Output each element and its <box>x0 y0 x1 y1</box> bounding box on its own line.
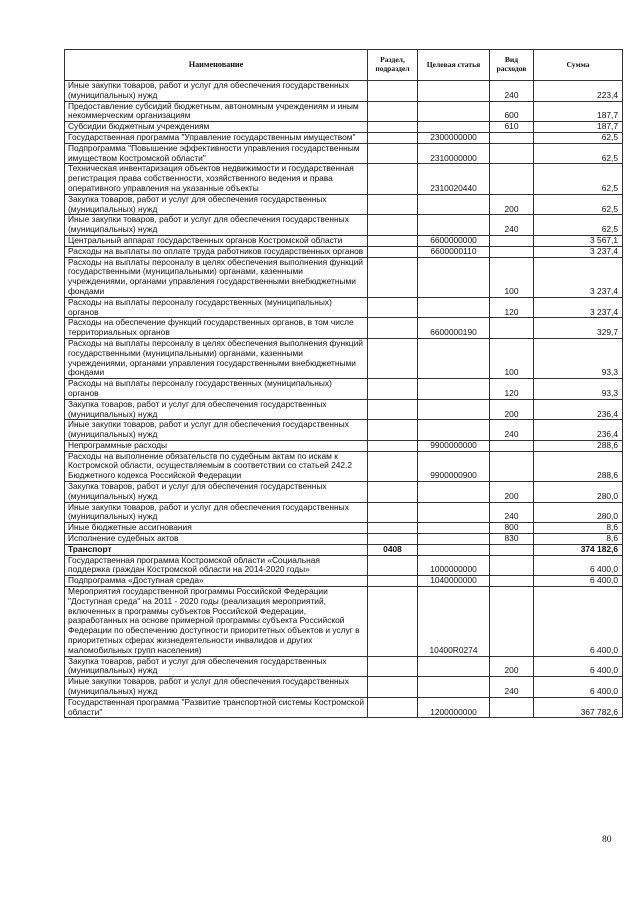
table-row <box>65 297 623 318</box>
table-row <box>65 399 623 420</box>
cell-sum: 187,7 <box>534 101 623 122</box>
table-row <box>65 656 623 677</box>
cell-sum: 6 400,0 <box>534 587 623 657</box>
cell-target <box>418 194 490 215</box>
cell-section <box>368 143 418 164</box>
cell-name: Расходы на выплаты персоналу в целях обеспечения выполнения функций государственными (муниципальными) органами, казенными учреждениями, органами управления государственными внебюджетными фондами <box>65 338 368 378</box>
table-row <box>65 502 623 523</box>
cell-vid <box>490 576 534 587</box>
cell-vid <box>490 697 534 718</box>
cell-section <box>368 451 418 481</box>
cell-sum: 288,6 <box>534 440 623 451</box>
cell-sum: 3 567,1 <box>534 235 623 246</box>
cell-sum: 236,4 <box>534 399 623 420</box>
cell-vid: 240 <box>490 81 534 102</box>
cell-name: Расходы на выплаты персоналу в целях обеспечения выполнения функций государственными (муниципальными) органами, казенными учреждениями, органами управления государственными внебюджетными фондами <box>65 257 368 297</box>
cell-vid <box>490 318 534 339</box>
cell-name: Транспорт <box>65 544 368 555</box>
table-row <box>65 122 623 133</box>
table-row <box>65 451 623 481</box>
cell-name: Техническая инвентаризация объектов недвижимости и государственная регистрация права собственности, хозяйственного ведения и права оперативного управления на указанные объекты <box>65 164 368 194</box>
cell-section <box>368 194 418 215</box>
cell-sum: 288,6 <box>534 451 623 481</box>
cell-sum: 8,6 <box>534 523 623 534</box>
cell-target <box>418 502 490 523</box>
cell-sum: 62,5 <box>534 164 623 194</box>
cell-target <box>418 257 490 297</box>
cell-name: Расходы на выплаты персоналу государственных (муниципальных) органов <box>65 379 368 400</box>
cell-section <box>368 297 418 318</box>
cell-section <box>368 132 418 143</box>
cell-name: Закупка товаров, работ и услуг для обеспечения государственных (муниципальных) нужд <box>65 656 368 677</box>
cell-sum: 367 782,6 <box>534 697 623 718</box>
table-row <box>65 101 623 122</box>
cell-vid: 240 <box>490 420 534 441</box>
cell-section <box>368 677 418 698</box>
cell-section <box>368 587 418 657</box>
cell-section <box>368 576 418 587</box>
cell-target: 6600000110 <box>418 246 490 257</box>
cell-vid: 200 <box>490 656 534 677</box>
cell-vid <box>490 132 534 143</box>
cell-target: 2310000000 <box>418 143 490 164</box>
cell-target <box>418 523 490 534</box>
cell-name: Расходы на обеспечение функций государственных органов, в том числе территориальных органов <box>65 318 368 339</box>
cell-sum: 280,0 <box>534 502 623 523</box>
cell-target: 6600000000 <box>418 235 490 246</box>
cell-sum: 6 400,0 <box>534 677 623 698</box>
cell-sum: 187,7 <box>534 122 623 133</box>
cell-vid <box>490 587 534 657</box>
cell-vid <box>490 451 534 481</box>
cell-section <box>368 246 418 257</box>
cell-name: Государственная программа "Управление государственным имуществом" <box>65 132 368 143</box>
cell-section <box>368 338 418 378</box>
cell-name: Закупка товаров, работ и услуг для обеспечения государственных (муниципальных) нужд <box>65 194 368 215</box>
header-vid: Вид расходов <box>490 50 534 81</box>
cell-target: 1000000000 <box>418 555 490 576</box>
cell-target: 6600000190 <box>418 318 490 339</box>
cell-target <box>418 101 490 122</box>
cell-vid: 830 <box>490 534 534 545</box>
table-row <box>65 587 623 657</box>
cell-section <box>368 440 418 451</box>
cell-target <box>418 215 490 236</box>
cell-name: Подпрограмма "Повышение эффективности управления государственным имуществом Костромской области" <box>65 143 368 164</box>
cell-name: Субсидии бюджетным учреждениям <box>65 122 368 133</box>
cell-target <box>418 122 490 133</box>
cell-name: Расходы на выплаты персоналу государственных (муниципальных) органов <box>65 297 368 318</box>
cell-vid: 120 <box>490 379 534 400</box>
cell-target <box>418 81 490 102</box>
table-row <box>65 164 623 194</box>
cell-vid <box>490 143 534 164</box>
cell-section <box>368 122 418 133</box>
cell-target <box>418 677 490 698</box>
cell-section <box>368 697 418 718</box>
cell-name: Иные закупки товаров, работ и услуг для обеспечения государственных (муниципальных) нужд <box>65 215 368 236</box>
table-header-row <box>65 50 623 81</box>
table-row <box>65 318 623 339</box>
cell-sum: 62,5 <box>534 194 623 215</box>
cell-sum: 6 400,0 <box>534 656 623 677</box>
cell-target <box>418 534 490 545</box>
table-row <box>65 544 623 555</box>
cell-vid: 100 <box>490 338 534 378</box>
table-body <box>65 81 623 718</box>
cell-vid: 240 <box>490 215 534 236</box>
cell-vid <box>490 235 534 246</box>
table-row <box>65 576 623 587</box>
cell-name: Иные бюджетные ассигнования <box>65 523 368 534</box>
cell-sum: 62,5 <box>534 132 623 143</box>
cell-target <box>418 420 490 441</box>
cell-vid <box>490 555 534 576</box>
cell-name: Иные закупки товаров, работ и услуг для обеспечения государственных (муниципальных) нужд <box>65 81 368 102</box>
cell-section <box>368 235 418 246</box>
header-section: Раздел, подраздел <box>368 50 418 81</box>
cell-sum: 8,6 <box>534 534 623 545</box>
cell-vid <box>490 164 534 194</box>
page-number: 80 <box>602 835 612 845</box>
cell-target: 1040000000 <box>418 576 490 587</box>
cell-section <box>368 318 418 339</box>
cell-section <box>368 101 418 122</box>
cell-name: Центральный аппарат государственных органов Костромской области <box>65 235 368 246</box>
table-row <box>65 523 623 534</box>
table-row <box>65 338 623 378</box>
budget-table-sheet <box>64 49 622 718</box>
cell-section: 0408 <box>368 544 418 555</box>
cell-name: Иные закупки товаров, работ и услуг для обеспечения государственных (муниципальных) нужд <box>65 677 368 698</box>
cell-name: Иные закупки товаров, работ и услуг для обеспечения государственных (муниципальных) нужд <box>65 420 368 441</box>
cell-sum: 3 237,4 <box>534 257 623 297</box>
cell-vid: 610 <box>490 122 534 133</box>
header-sum: Сумма <box>534 50 623 81</box>
cell-section <box>368 482 418 503</box>
cell-section <box>368 534 418 545</box>
table-row <box>65 379 623 400</box>
cell-vid: 800 <box>490 523 534 534</box>
cell-sum: 3 237,4 <box>534 297 623 318</box>
cell-sum: 329,7 <box>534 318 623 339</box>
cell-sum: 6 400,0 <box>534 576 623 587</box>
cell-sum: 6 400,0 <box>534 555 623 576</box>
cell-target <box>418 399 490 420</box>
cell-vid: 240 <box>490 502 534 523</box>
cell-sum: 280,0 <box>534 482 623 503</box>
cell-name: Расходы на выплаты по оплате труда работников государственных органов <box>65 246 368 257</box>
cell-target: 9900000900 <box>418 451 490 481</box>
cell-section <box>368 257 418 297</box>
cell-vid: 200 <box>490 194 534 215</box>
table-row <box>65 143 623 164</box>
cell-target <box>418 544 490 555</box>
cell-vid: 200 <box>490 482 534 503</box>
cell-name: Закупка товаров, работ и услуг для обеспечения государственных (муниципальных) нужд <box>65 399 368 420</box>
cell-target: 2310020440 <box>418 164 490 194</box>
cell-name: Предоставление субсидий бюджетным, автономным учреждениям и иным некоммерческим организациям <box>65 101 368 122</box>
table-row <box>65 81 623 102</box>
table-row <box>65 440 623 451</box>
cell-sum: 62,5 <box>534 143 623 164</box>
table-row <box>65 677 623 698</box>
cell-vid <box>490 544 534 555</box>
cell-section <box>368 81 418 102</box>
table-row <box>65 555 623 576</box>
cell-name: Расходы на выполнение обязательств по судебным актам по искам к Костромской области, осуществляемым в соответствии со статьей 242.2 Бюджетного кодекса Российской Федерации <box>65 451 368 481</box>
cell-section <box>368 656 418 677</box>
cell-target: 9900000000 <box>418 440 490 451</box>
cell-sum: 374 182,6 <box>534 544 623 555</box>
cell-sum: 62,5 <box>534 215 623 236</box>
table-row <box>65 132 623 143</box>
cell-name: Непрограммные расходы <box>65 440 368 451</box>
cell-name: Иные закупки товаров, работ и услуг для обеспечения государственных (муниципальных) нужд <box>65 502 368 523</box>
cell-name: Закупка товаров, работ и услуг для обеспечения государственных (муниципальных) нужд <box>65 482 368 503</box>
table-row <box>65 697 623 718</box>
cell-target: 10400R0274 <box>418 587 490 657</box>
table-row <box>65 534 623 545</box>
table-row <box>65 235 623 246</box>
cell-vid: 100 <box>490 257 534 297</box>
budget-table <box>64 49 623 718</box>
cell-target: 2300000000 <box>418 132 490 143</box>
cell-section <box>368 420 418 441</box>
table-row <box>65 420 623 441</box>
cell-sum: 236,4 <box>534 420 623 441</box>
cell-vid <box>490 440 534 451</box>
cell-sum: 223,4 <box>534 81 623 102</box>
header-target: Целевая статья <box>418 50 490 81</box>
table-row <box>65 257 623 297</box>
cell-sum: 93,3 <box>534 379 623 400</box>
cell-section <box>368 164 418 194</box>
cell-name: Подпрограмма «Доступная среда» <box>65 576 368 587</box>
table-row <box>65 246 623 257</box>
cell-vid <box>490 246 534 257</box>
cell-section <box>368 555 418 576</box>
cell-section <box>368 502 418 523</box>
cell-name: Мероприятия государственной программы Российской Федерации "Доступная среда" на 2011 - 2020 годы (реализация мероприятий, включенных в программы субъектов Российской Федерации, разработанных на основе примерной программы субъекта Российской Федерации по обеспечению доступности приоритетных объектов и услуг в приоритетных сферах жизнедеятельности инвалидов и других маломобильных групп населения) <box>65 587 368 657</box>
table-row <box>65 482 623 503</box>
cell-section <box>368 399 418 420</box>
cell-sum: 3 237,4 <box>534 246 623 257</box>
cell-vid: 120 <box>490 297 534 318</box>
cell-section <box>368 215 418 236</box>
cell-target <box>418 379 490 400</box>
table-row <box>65 215 623 236</box>
cell-vid: 600 <box>490 101 534 122</box>
cell-section <box>368 523 418 534</box>
cell-section <box>368 379 418 400</box>
cell-name: Государственная программа "Развитие транспортной системы Костромской области" <box>65 697 368 718</box>
cell-vid: 240 <box>490 677 534 698</box>
cell-target <box>418 656 490 677</box>
header-name: Наименование <box>65 50 368 81</box>
cell-target <box>418 338 490 378</box>
cell-sum: 93,3 <box>534 338 623 378</box>
cell-target <box>418 482 490 503</box>
cell-name: Государственная программа Костромской области «Социальная поддержка граждан Костромской области на 2014-2020 годы» <box>65 555 368 576</box>
cell-vid: 200 <box>490 399 534 420</box>
cell-name: Исполнение судебных актов <box>65 534 368 545</box>
cell-target: 1200000000 <box>418 697 490 718</box>
table-row <box>65 194 623 215</box>
cell-target <box>418 297 490 318</box>
